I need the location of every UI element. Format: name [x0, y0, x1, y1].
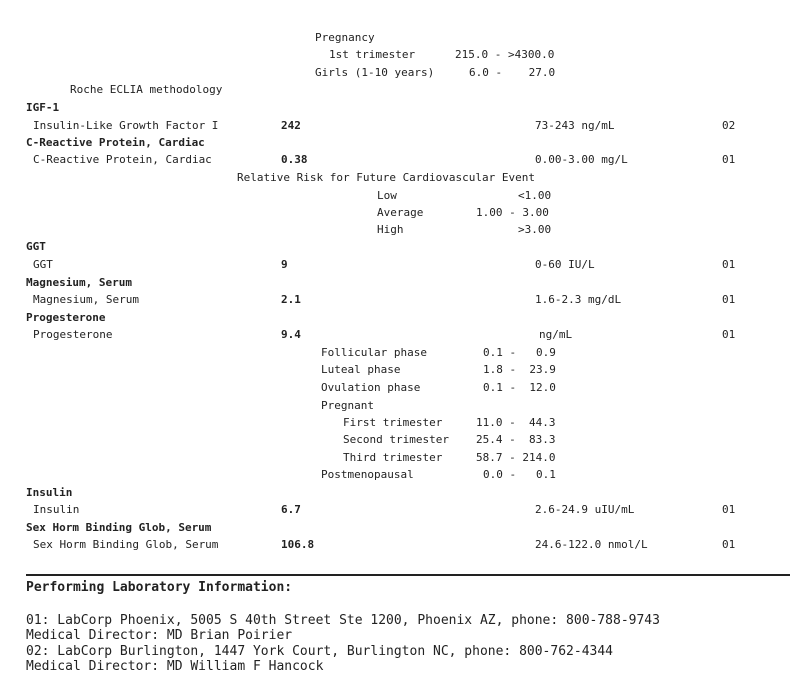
risk-label-high: High — [377, 223, 404, 236]
phase-value: 1.8 - 23.9 — [483, 363, 556, 376]
section-title-progesterone: Progesterone — [26, 311, 106, 324]
range-magnesium: 1.6-2.3 mg/dL — [535, 293, 622, 306]
test-name-insulin: Insulin — [33, 503, 80, 516]
performing-lab-title: Performing Laboratory Information: — [26, 580, 293, 595]
result-igf1: 242 — [281, 119, 301, 132]
result-insulin: 6.7 — [281, 503, 301, 516]
test-name-magnesium: Magnesium, Serum — [33, 293, 139, 306]
test-name-ggt: GGT — [33, 258, 53, 271]
phase-value: 0.0 - 0.1 — [483, 468, 556, 481]
phase-value: 58.7 - 214.0 — [476, 451, 556, 464]
phase-label: Second trimester — [343, 433, 449, 446]
lab-code-ggt: 01 — [722, 258, 736, 271]
risk-value-average: 1.00 - 3.00 — [476, 206, 549, 219]
phase-value: 25.4 - 83.3 — [476, 433, 556, 446]
range-shbg: 24.6-122.0 nmol/L — [535, 538, 648, 551]
phase-label: Ovulation phase — [321, 381, 421, 394]
lab-code-insulin: 01 — [722, 503, 736, 516]
range-crp: 0.00-3.00 mg/L — [535, 153, 628, 166]
result-ggt: 9 — [281, 258, 288, 271]
test-name-crp: C-Reactive Protein, Cardiac — [33, 153, 212, 166]
pregnancy-label: Pregnancy — [315, 31, 375, 44]
phase-label: First trimester — [343, 416, 443, 429]
section-title-magnesium: Magnesium, Serum — [26, 276, 132, 289]
section-title-crp: C-Reactive Protein, Cardiac — [26, 136, 205, 149]
methodology-note: Roche ECLIA methodology — [70, 83, 223, 96]
performing-lab-line: 02: LabCorp Burlington, 1447 York Court, Burlington NC, phone: 800-762-4344 — [26, 644, 613, 659]
phase-label: Luteal phase — [321, 363, 401, 376]
risk-value-high: >3.00 — [518, 223, 552, 236]
range-ggt: 0-60 IU/L — [535, 258, 595, 271]
first-trimester-range: 215.0 - >4300.0 — [455, 48, 555, 61]
range-igf1: 73-243 ng/mL — [535, 119, 615, 132]
phase-value: 0.1 - 12.0 — [483, 381, 556, 394]
lab-code-shbg: 01 — [722, 538, 736, 551]
test-name-shbg: Sex Horm Binding Glob, Serum — [33, 538, 219, 551]
result-shbg: 106.8 — [281, 538, 315, 551]
phase-value: 0.1 - 0.9 — [483, 346, 556, 359]
result-progesterone: 9.4 — [281, 328, 301, 341]
test-name-igf1: Insulin-Like Growth Factor I — [33, 119, 219, 132]
range-progesterone: ng/mL — [539, 328, 573, 341]
performing-lab-line: 01: LabCorp Phoenix, 5005 S 40th Street Ste 1200, Phoenix AZ, phone: 800-788-9743 — [26, 613, 660, 628]
lab-code-magnesium: 01 — [722, 293, 736, 306]
phase-label: Follicular phase — [321, 346, 427, 359]
phase-label: Third trimester — [343, 451, 443, 464]
section-divider — [26, 574, 790, 576]
section-title-shbg: Sex Horm Binding Glob, Serum — [26, 521, 212, 534]
section-title-igf1: IGF-1 — [26, 101, 60, 114]
test-name-progesterone: Progesterone — [33, 328, 113, 341]
section-title-insulin: Insulin — [26, 486, 73, 499]
lab-code-igf1: 02 — [722, 119, 736, 132]
risk-value-low: <1.00 — [518, 189, 552, 202]
performing-lab-line: Medical Director: MD Brian Poirier — [26, 628, 293, 643]
girls-label: Girls (1-10 years) — [315, 66, 435, 79]
phase-value: 11.0 - 44.3 — [476, 416, 556, 429]
lab-code-crp: 01 — [722, 153, 736, 166]
risk-title: Relative Risk for Future Cardiovascular Event — [237, 171, 536, 184]
lab-code-progesterone: 01 — [722, 328, 736, 341]
risk-label-average: Average — [377, 206, 424, 219]
result-magnesium: 2.1 — [281, 293, 301, 306]
first-trimester-label: 1st trimester — [329, 48, 416, 61]
section-title-ggt: GGT — [26, 240, 46, 253]
performing-lab-line: Medical Director: MD William F Hancock — [26, 659, 324, 674]
phase-label: Pregnant — [321, 399, 374, 412]
range-insulin: 2.6-24.9 uIU/mL — [535, 503, 635, 516]
phase-label: Postmenopausal — [321, 468, 414, 481]
result-crp: 0.38 — [281, 153, 308, 166]
girls-range: 6.0 - 27.0 — [469, 66, 556, 79]
risk-label-low: Low — [377, 189, 397, 202]
